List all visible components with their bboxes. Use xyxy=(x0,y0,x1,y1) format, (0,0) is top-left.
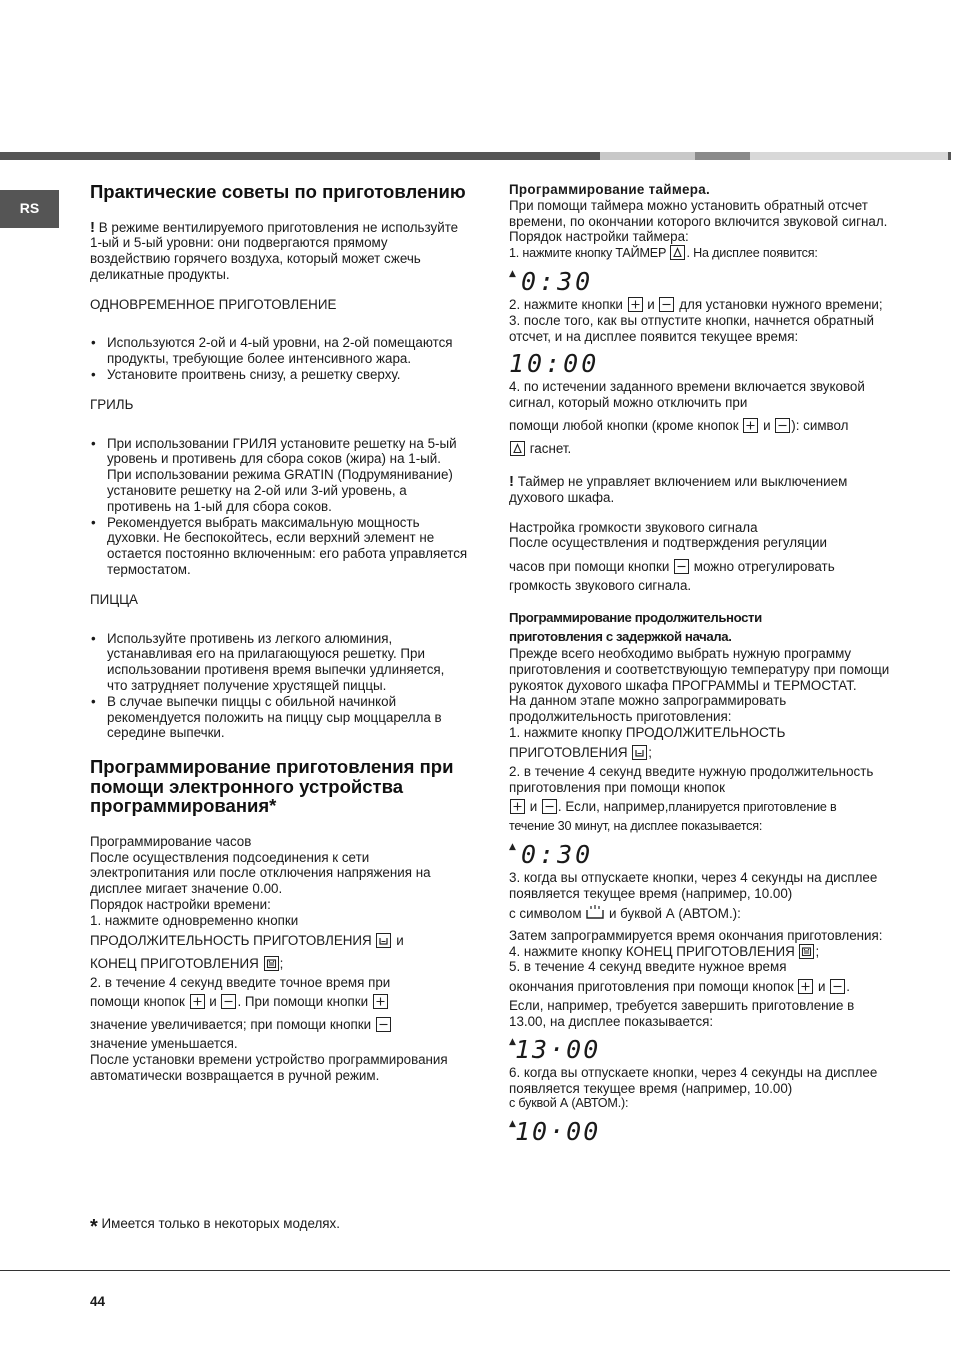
footnote-star: * xyxy=(90,1216,98,1238)
language-tab: RS xyxy=(0,190,59,228)
timer-note: ! Таймер не управляет включением или выключением духового шкафа. xyxy=(509,472,848,505)
display-readout xyxy=(509,1117,629,1143)
svg-text:▲: ▲ xyxy=(509,1036,516,1047)
top-color-bar xyxy=(0,152,954,160)
right-column: Программирование таймера. При помощи таймера можно установить обратный отсчет времени, по окончании которого включится звуковой сигнал. Порядок настройки таймера: 1. нажмите кнопку ТАЙМЕР . На дисплее появится: ▲ 0:30 2. нажмите кнопки и для установки нужного времени; 3. после того, как вы отпустите кнопки, начнется обратный отсчет, и на дисплее появится текущее время: 10:00 4. по истечении заданного времени включается звуковой сигнал, который можно отключить при помощи любой кнопки (кроме кнопок и ): символ гаснет. ! Таймер не управляет включением или выключением духового шкафа. Настройка громкости звукового сигнала После осуществления и подтверждения регуляции часов при помощи кнопки можно отрегулировать громкость звукового сигнала. Программирование продолжительности приготовления с задержкой начала. Прежде всего необходимо выбрать нужную программу приготовления и соответствующую температуру при помощи рукояток духового шкафа ПРОГРАММЫ и ТЕРМОСТАТ. На данном этапе можно запрограммировать продолжительность приготовления: 1. нажмите кнопку ПРОДОЛЖИТЕЛЬНОСТЬ ПРИГОТОВЛЕНИЯ ; 2. в течение 4 секунд введите нужную продолжительность приготовления при помощи кнопок и . Если, например,планируется приготовление в течение 30 минут, на дисплее показывается: ▲ 0:30 3. когда вы отпускаете кнопки, через 4 секунды на дисплее появляется текущее время (например, 10.00) с символом и буквой А (АВТОМ.): Затем запрограммируется время окончания приготовления: 4. нажмите кнопку КОНЕЦ ПРИГОТОВЛЕНИЯ ; 5. в течение 4 секунд введите нужное время окончания приготовления при помощи кнопок и . Если, например, требуется завершить приготовление в 13.00, на дисплее показывается: ▲ 13·00 6. когда вы отпускаете кнопки, через 4 секунды на дисплее появляется текущее время (например, 10.00) с буквой А (АВТОМ.): ▲ 10·00 xyxy=(509,182,891,1147)
end-cooking-icon xyxy=(799,944,814,959)
list-item: • Рекомендуется выбрать максимальную мощность духовки. Не беспокойтесь, если верхний элемент не остается постоянно включенным: его работа управляется термостатом. xyxy=(90,515,468,578)
pizza-title: ПИЦЦА xyxy=(90,591,138,607)
footnote: * Имеется только в некоторых моделях. xyxy=(90,1216,340,1238)
timer-title: Программирование таймера. xyxy=(509,182,711,197)
plus-icon xyxy=(743,418,758,433)
pizza-list xyxy=(90,631,468,742)
simul-title: ОДНОВРЕМЕННОЕ ПРИГОТОВЛЕНИЕ xyxy=(90,296,337,312)
display-digits: 10·00 xyxy=(515,1117,601,1144)
display-digits: 13·00 xyxy=(515,1034,601,1061)
svg-text:▲: ▲ xyxy=(509,268,516,279)
volume-title: Настройка громкости звукового сигнала xyxy=(509,519,758,535)
display-readout xyxy=(509,1035,629,1061)
simul-list xyxy=(90,335,468,382)
minus-icon xyxy=(775,418,790,433)
minus-icon xyxy=(830,979,845,994)
plus-icon xyxy=(190,994,205,1009)
plus-icon xyxy=(510,799,525,814)
cooking-pot-icon xyxy=(585,904,605,928)
display-readout xyxy=(509,349,629,375)
duration-icon xyxy=(376,933,391,948)
tips-heading: Практические советы по приготовлению xyxy=(90,181,466,202)
display-digits: 10:00 xyxy=(509,349,600,376)
grill-title: ГРИЛЬ xyxy=(90,396,134,412)
list-item: • В случае выпечки пиццы с обильной начинкой рекомендуется положить на пиццу сыр моццарелла в середине выпечки. xyxy=(90,694,468,741)
clock-title: Программирование часов xyxy=(90,833,252,849)
display-digits: 0:30 xyxy=(521,266,594,293)
duration-icon xyxy=(632,745,647,760)
plus-icon xyxy=(373,994,388,1009)
svg-text:▲: ▲ xyxy=(509,1119,516,1130)
list-item: • Используются 2-ой и 4-ый уровни, на 2-ой помещаются продукты, требующие более интенсивного жара. xyxy=(90,335,468,367)
left-column: Практические советы по приготовлению ! В режиме вентилируемого приготовления не используйте 1-ый и 5-ый уровни: они подвергаются прямому воздействию горячего воздуха, который может сжечь деликатные продукты. ОДНОВРЕМЕННОЕ ПРИГОТОВЛЕНИЕ • Используются 2-ой и 4-ый уровни, на 2-ой помещаются продукты, требующие более интенсивного жара. • Установите проитвень снизу, а решетку сверху. ГРИЛЬ • При использовании ГРИЛЯ установите решетку на 5-ый уровень и противень для сбора соков (жира) на 1-ый. При использовании режима GRATIN (Подрумянивание) установите решетку на 2-ой или 3-ий уровень, а противень на 1-ый для сбора соков. • Рекомендуется выбрать максимальную мощность духовки. Не беспокойтесь, если верхний элемент не остается постоянно включенным: его работа управляется термостатом. ПИЦЦА • Используйте противень из легкого алюминия, устанавливая его на прилагающуюся решетку. При использовании противеня время выпечки удлиняется, что затрудняет получение хрустящей пиццы. • В случае выпечки пиццы с обильной начинкой рекомендуется положить на пиццу сыр моццарелла в середине выпечки. Программирование приготовления при помощи электронного устройства программирования* Программирование часов После осуществления подсоединения к сети электропитания или после отключения напряжения на дисплее мигает значение 0.00. Порядок настройки времени: 1. нажмите одновременно кнопки ПРОДОЛЖИТЕЛЬНОСТЬ ПРИГОТОВЛЕНИЯ и КОНЕЦ ПРИГОТОВЛЕНИЯ ; 2. в течение 4 секунд введите точное время при помощи кнопок и . При помощи кнопки значение увеличивается; при помощи кнопки значение уменьшается. После установки времени устройство программирования автоматически возвращается в ручной режим. xyxy=(90,182,468,1084)
minus-icon xyxy=(659,297,674,312)
list-item: • Используйте противень из легкого алюминия, устанавливая его на прилагающуюся решетку. При использовании противеня время выпечки удлиняется, что затрудняет получение хрустящей пиццы. xyxy=(90,631,468,694)
list-item: • При использовании ГРИЛЯ установите решетку на 5-ый уровень и противень для сбора соков (жира) на 1-ый. При использовании режима GRATIN (Подрумянивание) установите решетку на 2-ой или 3-ий уровень, а противень на 1-ый для сбора соков. xyxy=(90,436,468,515)
timer-bell-icon xyxy=(510,441,525,456)
list-item: • Установите проитвень снизу, а решетку сверху. xyxy=(90,367,468,383)
minus-icon xyxy=(674,559,689,574)
minus-icon xyxy=(221,994,236,1009)
bottom-divider xyxy=(0,1270,950,1271)
warning-mark: ! xyxy=(90,218,95,236)
page-number: 44 xyxy=(90,1294,106,1309)
programming-heading: Программирование приготовления при помощи электронного устройства программирования* xyxy=(90,756,454,817)
svg-text:▲: ▲ xyxy=(509,842,516,853)
delay-title: Программирование продолжительности xyxy=(509,609,762,625)
display-readout xyxy=(509,840,629,866)
grill-list xyxy=(90,436,468,578)
minus-icon xyxy=(542,799,557,814)
timer-bell-icon xyxy=(670,245,685,260)
display-digits: 0:30 xyxy=(521,840,594,867)
display-readout xyxy=(509,267,629,293)
end-cooking-icon xyxy=(264,956,279,971)
vent-warning: ! В режиме вентилируемого приготовления не используйте 1-ый и 5-ый уровни: они подвергаются прямому воздействию горячего воздуха, который может сжечь деликатные продукты. xyxy=(90,218,459,282)
plus-icon xyxy=(798,979,813,994)
minus-icon xyxy=(376,1017,391,1032)
plus-icon xyxy=(628,297,643,312)
